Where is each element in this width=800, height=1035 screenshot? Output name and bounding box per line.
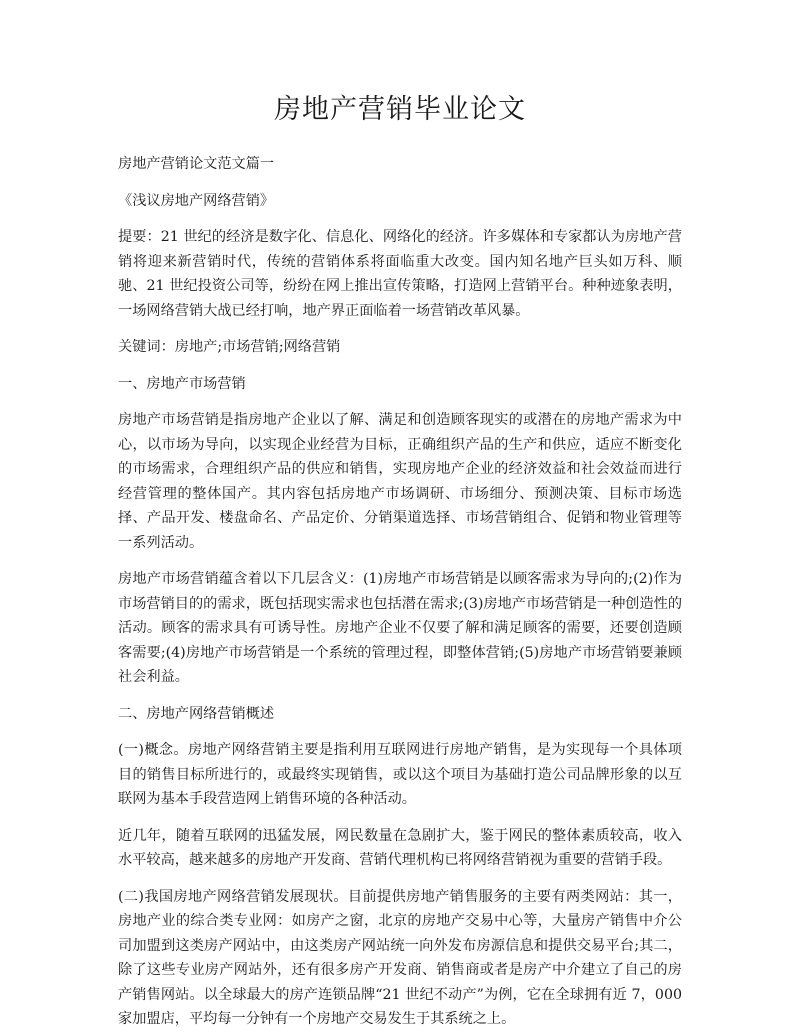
section2-paragraph-3: (二)我国房地产网络营销发展现状。目前提供房地产销售服务的主要有两类网站：其一，房地产业的综合类专业网：如房产之窗，北京的房地产交易中心等，大量房产销售中介公司加盟到这类房产网站中，由这类房产网站统一向外发布房源信息和提供交易平台;其二，除了这些专业房产网站外，还有很多房产开发商、销售商或者是房产中介建立了自己的房产销售网站。以全球最大的房产连锁品牌“21 世纪不动产”为例，它在全球拥有近 7，000 家加盟店，平均每一分钟有一个房地产交易发生于其系统之上。 [118,888,682,1027]
section-heading-1: 一、房地产市场营销 [118,375,246,392]
article-title: 《浅议房地产网络营销》 [118,192,275,209]
document-title: 房地产营销毕业论文 [274,94,526,125]
section1-paragraph-2: 房地产市场营销蕴含着以下几层含义：(1)房地产市场营销是以顾客需求为导向的;(2)作为市场营销目的的需求，既包括现实需求也包括潜在需求;(3)房地产市场营销是一种创造性的活动。顾客的需求具有可诱导性。房地产企业不仅要了解和满足顾客的需要，还要创造顾客需要;(4)房地产市场营销是一个系统的管理过程，即整体营销;(5)房地产市场营销要兼顾社会利益。 [118,571,683,685]
section2-paragraph-1: (一)概念。房地产网络营销主要是指利用互联网进行房地产销售，是为实现每一个具体项目的销售目标所进行的，或最终实现销售，或以这个项目为基础打造公司品牌形象的以互联网为基本手段营造网上销售环境的各种活动。 [118,742,682,807]
section-heading-2: 二、房地产网络营销概述 [118,705,275,722]
keywords-line: 关键词：房地产;市场营销;网络营销 [118,339,341,355]
abstract-paragraph: 提要：21 世纪的经济是数字化、信息化、网络化的经济。许多媒体和专家都认为房地产营销将迎来新营销时代，传统的营销体系将面临重大改变。国内知名地产巨头如万科、顺驰、21 世纪投资公司等，纷纷在网上推出宣传策略，打造网上营销平台。种种迹象表明，一场网络营销大战已经打响，地产界正面临着一场营销改革风暴。 [118,229,682,319]
section2-paragraph-2: 近几年，随着互联网的迅猛发展，网民数量在急剧扩大，鉴于网民的整体素质较高，收入水平较高，越来越多的房地产开发商、营销代理机构已将网络营销视为重要的营销手段。 [118,827,682,868]
section1-paragraph-1: 房地产市场营销是指房地产企业以了解、满足和创造顾客现实的或潜在的房地产需求为中心，以市场为导向，以实现企业经营为目标，正确组织产品的生产和供应，适应不断变化的市场需求，合理组织产品的供应和销售，实现房地产企业的经济效益和社会效益而进行经营管理的整体国产。其内容包括房地产市场调研、市场细分、预测决策、目标市场选择、产品开发、楼盘命名、产品定价、分销渠道选择、市场营销组合、促销和物业管理等一系列活动。 [118,412,682,551]
document-subtitle: 房地产营销论文范文篇一 [118,156,275,172]
